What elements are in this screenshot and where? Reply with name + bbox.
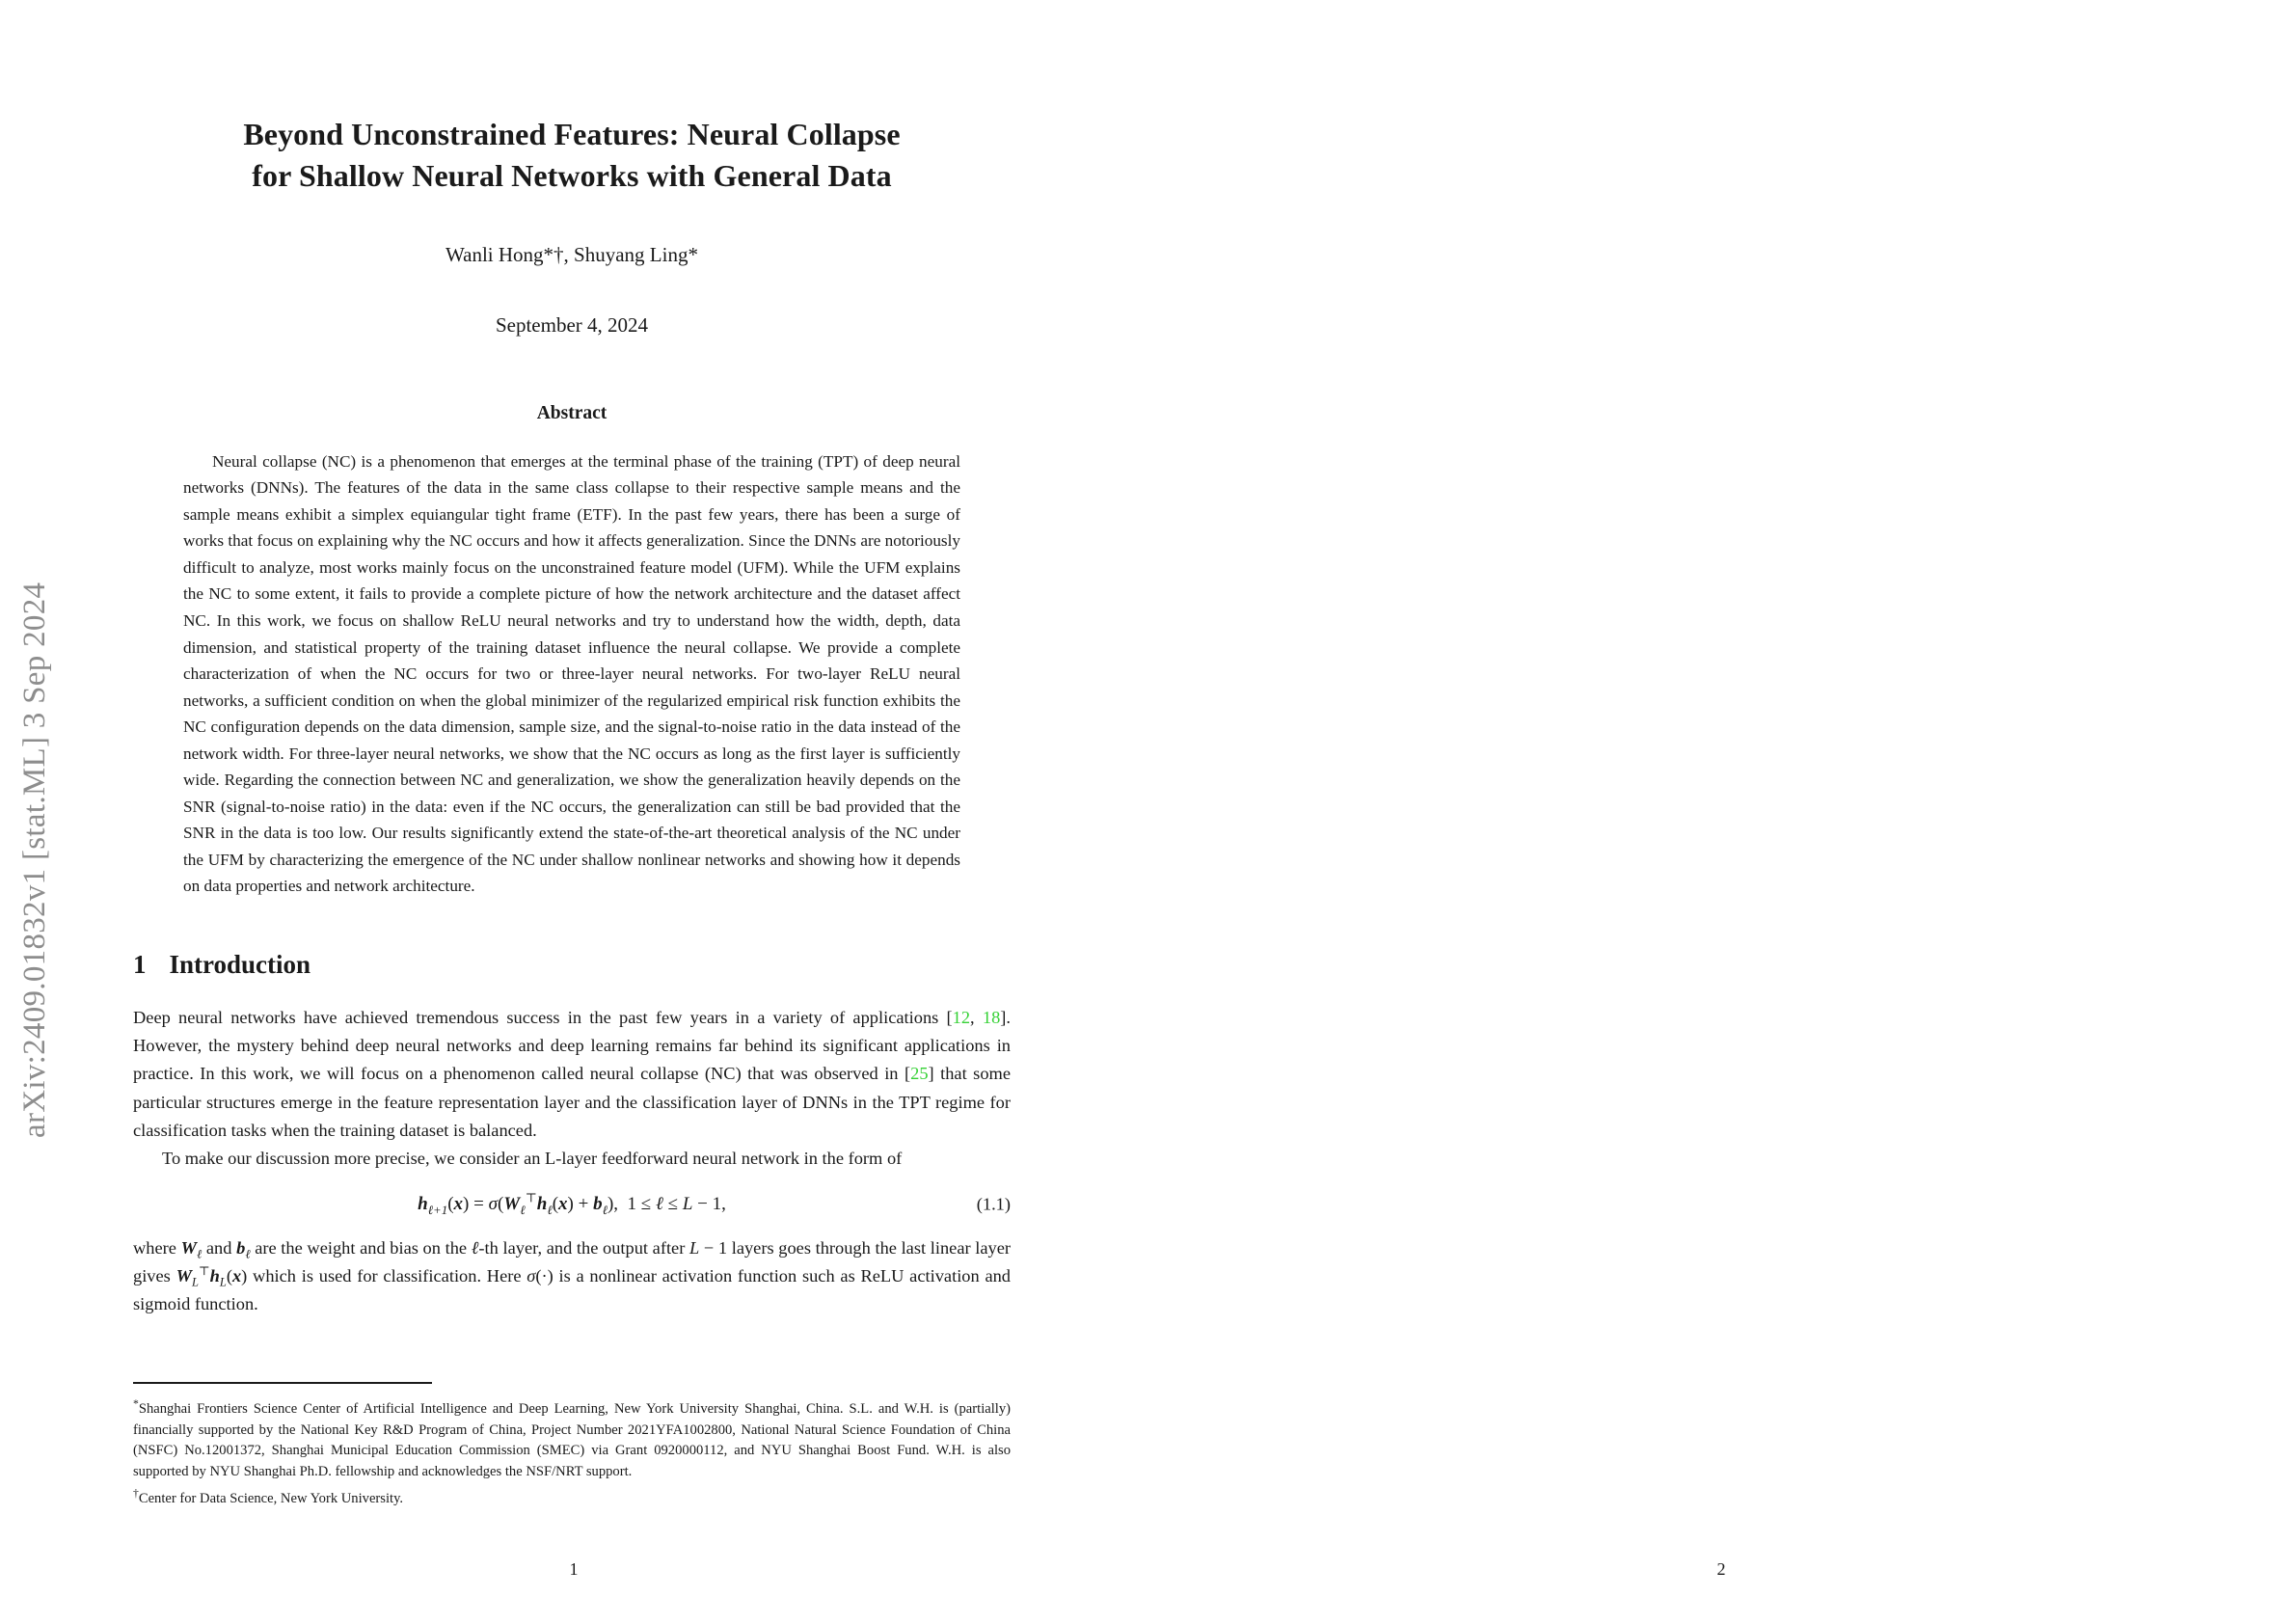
abstract-heading: Abstract (536, 403, 608, 424)
publication-date: September 4, 2024 (495, 312, 649, 337)
footnote-1 (133, 1395, 1011, 1483)
footnote-2-text: Center for Data Science, New York University. (138, 1491, 404, 1507)
footnote-rule (133, 1382, 432, 1383)
author-list: Wanli Hong*†, Shuyang Ling* (446, 242, 698, 266)
intro-p1-a: Deep neural networks have achieved tremendous success in the past few years in a variety of applications [ (133, 1008, 953, 1028)
footnote-marker-asterisk: * (133, 1396, 139, 1410)
citation-25[interactable]: 25 (910, 1064, 929, 1084)
page-number-left: 1 (569, 1559, 579, 1579)
intro-paragraph-1 (133, 1004, 1011, 1144)
intro-p1-sep: , (970, 1008, 983, 1028)
title-line-1: Beyond Unconstrained Features: Neural Collapse (243, 117, 901, 151)
intro-paragraph-3: where $W_\ell$ and $b_\ell$ are the weight and bias on the ℓ-th layer, and the output after L − 1 layers goes through the last linear layer gives $W_L^⊤h_L(x)$ which is used for classification. Here σ(·) is a nonlinear activation function such as ReLU activation and sigmoid function. (133, 1237, 1012, 1313)
section-title: Introduction (169, 949, 311, 979)
arxiv-stamp: arXiv:2409.01832v1 [stat.ML] 3 Sep 2024 (17, 582, 52, 1138)
abstract-section (133, 399, 1011, 900)
page-number-right: 2 (1716, 1559, 1726, 1579)
citation-18[interactable]: 18 (982, 1008, 1001, 1028)
footnote-1-text: Shanghai Frontiers Science Center of Artificial Intelligence and Deep Learning, New York University Shanghai, China. S.L. and W.H. is (partially) financially supported by the National Key R&D Program of China, Project Number 2021YFA1002800, National Natural Science Foundation of China (NSFC) No.12001372, Shanghai Municipal Education Commission (SMEC) via Grant 0920000112, and NYU Shanghai Boost Fund. W.H. is also supported by NYU Shanghai Ph.D. fellowship and acknowledges the NSF/NRT support. (133, 1400, 1011, 1480)
equation-tag: (1.1) (976, 1194, 1011, 1214)
intro-p1-c: ]. However, the mystery behind deep neural networks and deep learning remains far behind its significant applications in practice. In this work, we will focus on a phenomenon called neural collapse (NC) that was observed in [ (133, 1008, 1011, 1084)
abstract-text: Neural collapse (NC) is a phenomenon that emerges at the terminal phase of the training (TPT) of deep neural networks (DNNs). The features of the data in the same class collapse to their respective sample means and the sample means exhibit a simplex equiangular tight frame (ETF). In the past few years, there has been a surge of works that focus on explaining why the NC occurs and how it affects generalization. Since the DNNs are notoriously difficult to analyze, most works mainly focus on the unconstrained feature model (UFM). While the UFM explains the NC to some extent, it fails to provide a complete picture of how the network architecture and the dataset affect NC. In this work, we focus on shallow ReLU neural networks and try to understand how the width, depth, data dimension, and statistical property of the training dataset influence the neural collapse. We provide a complete characterization of when the NC occurs for two or three-layer neural networks. For two-layer ReLU neural networks, a sufficient condition on when the global minimizer of the regularized empirical risk function exhibits the NC configuration depends on the data dimension, sample size, and the signal-to-noise ratio in the data instead of the network width. For three-layer neural networks, we show that the NC occurs as long as the first layer is sufficiently wide. Regarding the connection between NC and generalization, we show the generalization heavily depends on the SNR (signal-to-noise ratio) in the data: even if the NC occurs, the generalization can still be bad provided that the SNR in the data is too low. Our results significantly extend the state-of-the-art theoretical analysis of the NC under the UFM by characterizing the emergence of the NC under shallow nonlinear networks and showing how it depends on data properties and network architecture. (183, 451, 960, 896)
section-number: 1 (133, 949, 147, 979)
page-right (1148, 0, 2295, 1624)
equation-1-1: $h_{\ell+1}(x) = \sigma(W_\ell^⊤h_\ell(x) + b_\ell)$, 1 ≤ ℓ ≤ L − 1, (1.1) (418, 1190, 1011, 1217)
left-column (133, 0, 1011, 1318)
citation-12[interactable]: 12 (952, 1008, 971, 1028)
intro-paragraph-2: To make our discussion more precise, we consider an L-layer feedforward neural network in the form of (162, 1148, 903, 1168)
section-heading-introduction (133, 944, 1011, 986)
footnote-marker-dagger: † (133, 1487, 139, 1501)
title-line-2: for Shallow Neural Networks with General Data (252, 157, 892, 193)
footnote-2 (133, 1485, 1011, 1510)
footnote-area (133, 1382, 1011, 1510)
intro-p1-d: ] that some particular structures emerge in the feature representation layer and the classification layer of DNNs in the TPT regime for classification tasks when the training dataset is balanced. (133, 1064, 1012, 1140)
page-title (133, 114, 1011, 197)
